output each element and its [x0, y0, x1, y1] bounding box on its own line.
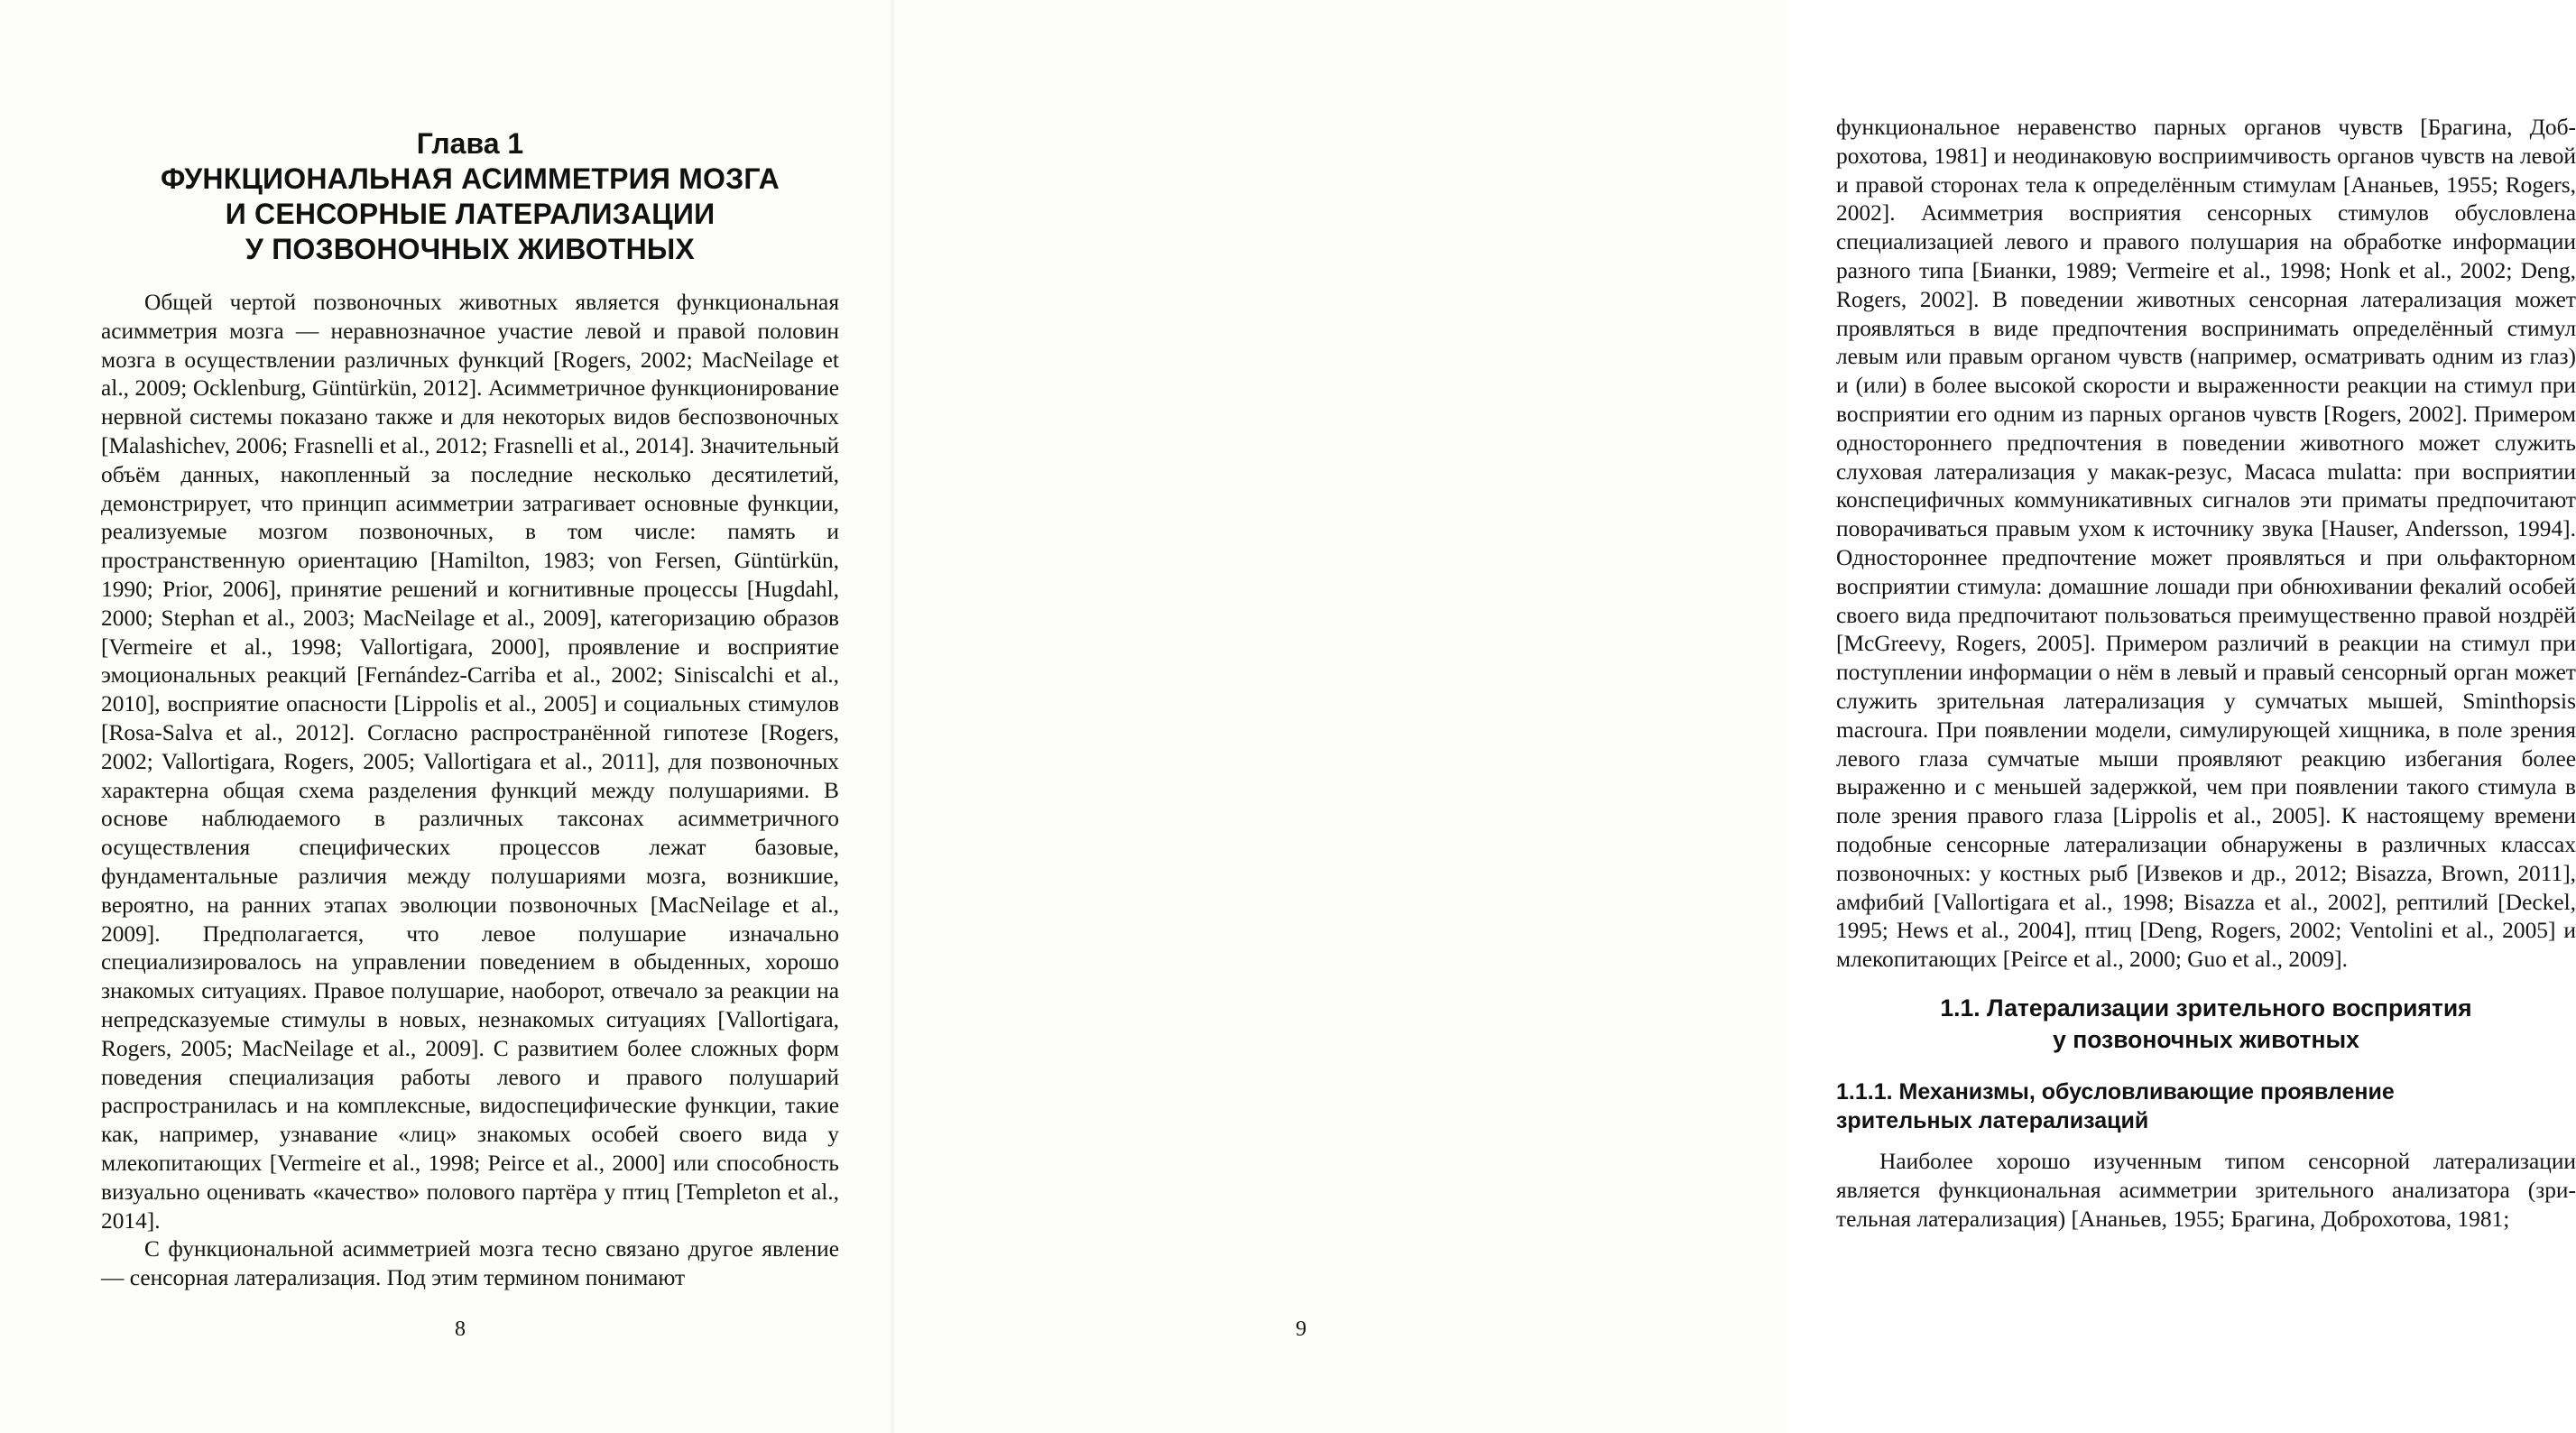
left-page-column [101, 126, 839, 1293]
paragraph-sensory-lateralization: С функциональной асимметрией мозга тесно связано другое явление — сенсорная латерализация. Под этим термином понимают [101, 1236, 839, 1291]
subsection-heading [1836, 1077, 2576, 1135]
section-heading [1836, 993, 2576, 1056]
paragraph-intro: Общей чертой позвоночных животных является функциональная асимметрия мозга — неравнозначное участие левой и правой половин мозга в осуществлении различных функций [Rogers, 2002; MacNeilage et al., 2009; Ocklenburg, Güntürkün, 2012]. Асимметричное функционирование нервной системы показано также и для некоторых видов беспозвоночных [Malashichev, 2006; Frasnelli et al., 2012; Frasnelli et al., 2014]. Значительный объём данных, накопленный за последние несколько десятилетий, демонстрирует, что принцип асимметрии затрагивает основные функции, реализуемые мозгом позвоночных, в том числе: память и пространственную ориентацию [Hamilton, 1983; von Fersen, Güntürkün, 1990; Prior, 2006], принятие решений и когнитивные процессы [Hugdahl, 2000; Stephan et al., 2003; MacNeilage et al., 2009], категоризацию образов [Vermeire et al., 1998; Vallortigara, 2000], проявление и восприятие эмоциональных реакций [Fernández-Carriba et al., 2002; Siniscalchi et al., 2010], восприятие опасности [Lippolis et al., 2005] и социальных стимулов [Rosa-Salva et al., 2012]. Согласно распространённой гипотезе [Rogers, 2002; Vallortigara, Rogers, 2005; Vallortigara et al., 2011], для позвоночных характерна общая схема разделения функций между полушариями. В основе наблюдаемого в различных таксонах асимметричного осуществления специфических процессов лежат базовые, фундаментальные различия между полушариями мозга, возникшие, вероятно, на ранних этапах эволюции позвоночных [MacNeilage et al., 2009]. Предполагается, что левое полушарие изначально специализировалось на управлении поведением в обыденных, хорошо знакомых ситуациях. Правое полушарие, наоборот, отвечало за реакции на непредсказуемые стимулы в новых, незнакомых ситуациях [Vallortigara, Rogers, 2005; MacNeilage et al., 2009]. С развитием более сложных форм поведения специализация работы левого и правого полушарий распространилась и на комплексные, видоспецифические функции, такие как, например, узнавание «лиц» знакомых особей своего вида у млекопитающих [Vermeire et al., 1998; Peirce et al., 2000] или способность визуально оценивать «качество» полового партёра у птиц [Templeton et al., 2014]. [101, 290, 839, 1234]
chapter-title-line-3: У ПОЗВОНОЧНЫХ ЖИВОТНЫХ [245, 233, 695, 265]
paragraph-visual-lateralization: Наиболее хорошо изученным типом сенсорной латерализации является функциональная асимметрии зрительного анализатора (зрительная латерализация) [Ананьев, 1955; Брагина, Доброхотова, 1981; [1836, 1148, 2576, 1232]
chapter-title-line-2: И СЕНСОРНЫЕ ЛАТЕРАЛИЗАЦИИ [225, 198, 716, 230]
chapter-heading [101, 126, 839, 267]
paragraph-continued: функциональное неравенство парных органов чувств [Брагина, Доброхотова, 1981] и неодинаковую восприимчивость органов чувств на левой и правой сторонах тела к определённым стимулам [Ананьев, 1955; Rogers, 2002]. Асимметрия восприятия сенсорных стимулов обусловлена специализацией левого и правого полушария на обработке информации разного типа [Бианки, 1989; Vermeire et al., 1998; Honk et al., 2002; Deng, Rogers, 2002]. В поведении животных сенсорная латерализация может проявляться в виде предпочтения воспринимать определённый стимул левым или правым органом чувств (например, осматривать одним из глаз) и (или) в более высокой скорости и выраженности реакции на стимул при восприятии его одним из парных органов чувств [Rogers, 2002]. Примером одностороннего предпочтения в поведении животного может служить слуховая латерализация у макак-резус, Macaca mulatta: при восприятии конспецифичных коммуникативных сигналов эти приматы предпочитают поворачиваться правым ухом к источнику звука [Hauser, Andersson, 1994]. Одностороннее предпочтение может проявляться и при ольфакторном восприятии стимула: домашние лошади при обнюхивании фекалий особей своего вида предпочитают пользоваться преимущественно правой ноздрёй [McGreevy, Rogers, 2005]. Примером различий в реакции на стимул при поступлении информации о нём в левый и правый сенсорный орган может служить зрительная латерализация у сумчатых мышей, Sminthopsis macroura. При появлении модели, симулирующей хищника, в поле зрения левого глаза сумчатые мыши проявляют реакцию избегания более выраженно и с меньшей задержкой, чем при появлении такого стимула в поле зрения правого глаза [Lippolis et al., 2005]. К настоящему времени подобные сенсорные латерализации обнаружены в различных классах позвоночных: у костных рыб [Извеков и др., 2012; Bisazza, Brown, 2011], амфибий [Vallortigara et al., 1998; Bisazza et al., 2002], рептилий [Deckel, 1995; Hews et al., 2004], птиц [Deng, Rogers, 2002; Ventolini et al., 2005] и млекопитающих [Peirce et al., 2000; Guo et al., 2009]. [1836, 115, 2576, 973]
section-heading-line-2: у позвоночных животных [2053, 1025, 2359, 1053]
subsection-heading-line-1: 1.1.1. Механизмы, обусловливающие проявление [1836, 1078, 2395, 1105]
left-page [0, 0, 892, 1433]
page-number-left: 8 [455, 1317, 466, 1341]
subsection-heading-line-2: зрительных латерализаций [1836, 1107, 2149, 1133]
right-page [892, 0, 2576, 1433]
page-number-right: 9 [1296, 1317, 1306, 1341]
chapter-label: Глава 1 [416, 127, 524, 160]
section-heading-line-1: 1.1. Латерализации зрительного восприятия [1940, 994, 2472, 1022]
chapter-title-line-1: ФУНКЦИОНАЛЬНАЯ АСИММЕТРИЯ МОЗГА [161, 162, 780, 195]
right-page-column [1836, 114, 2576, 1234]
